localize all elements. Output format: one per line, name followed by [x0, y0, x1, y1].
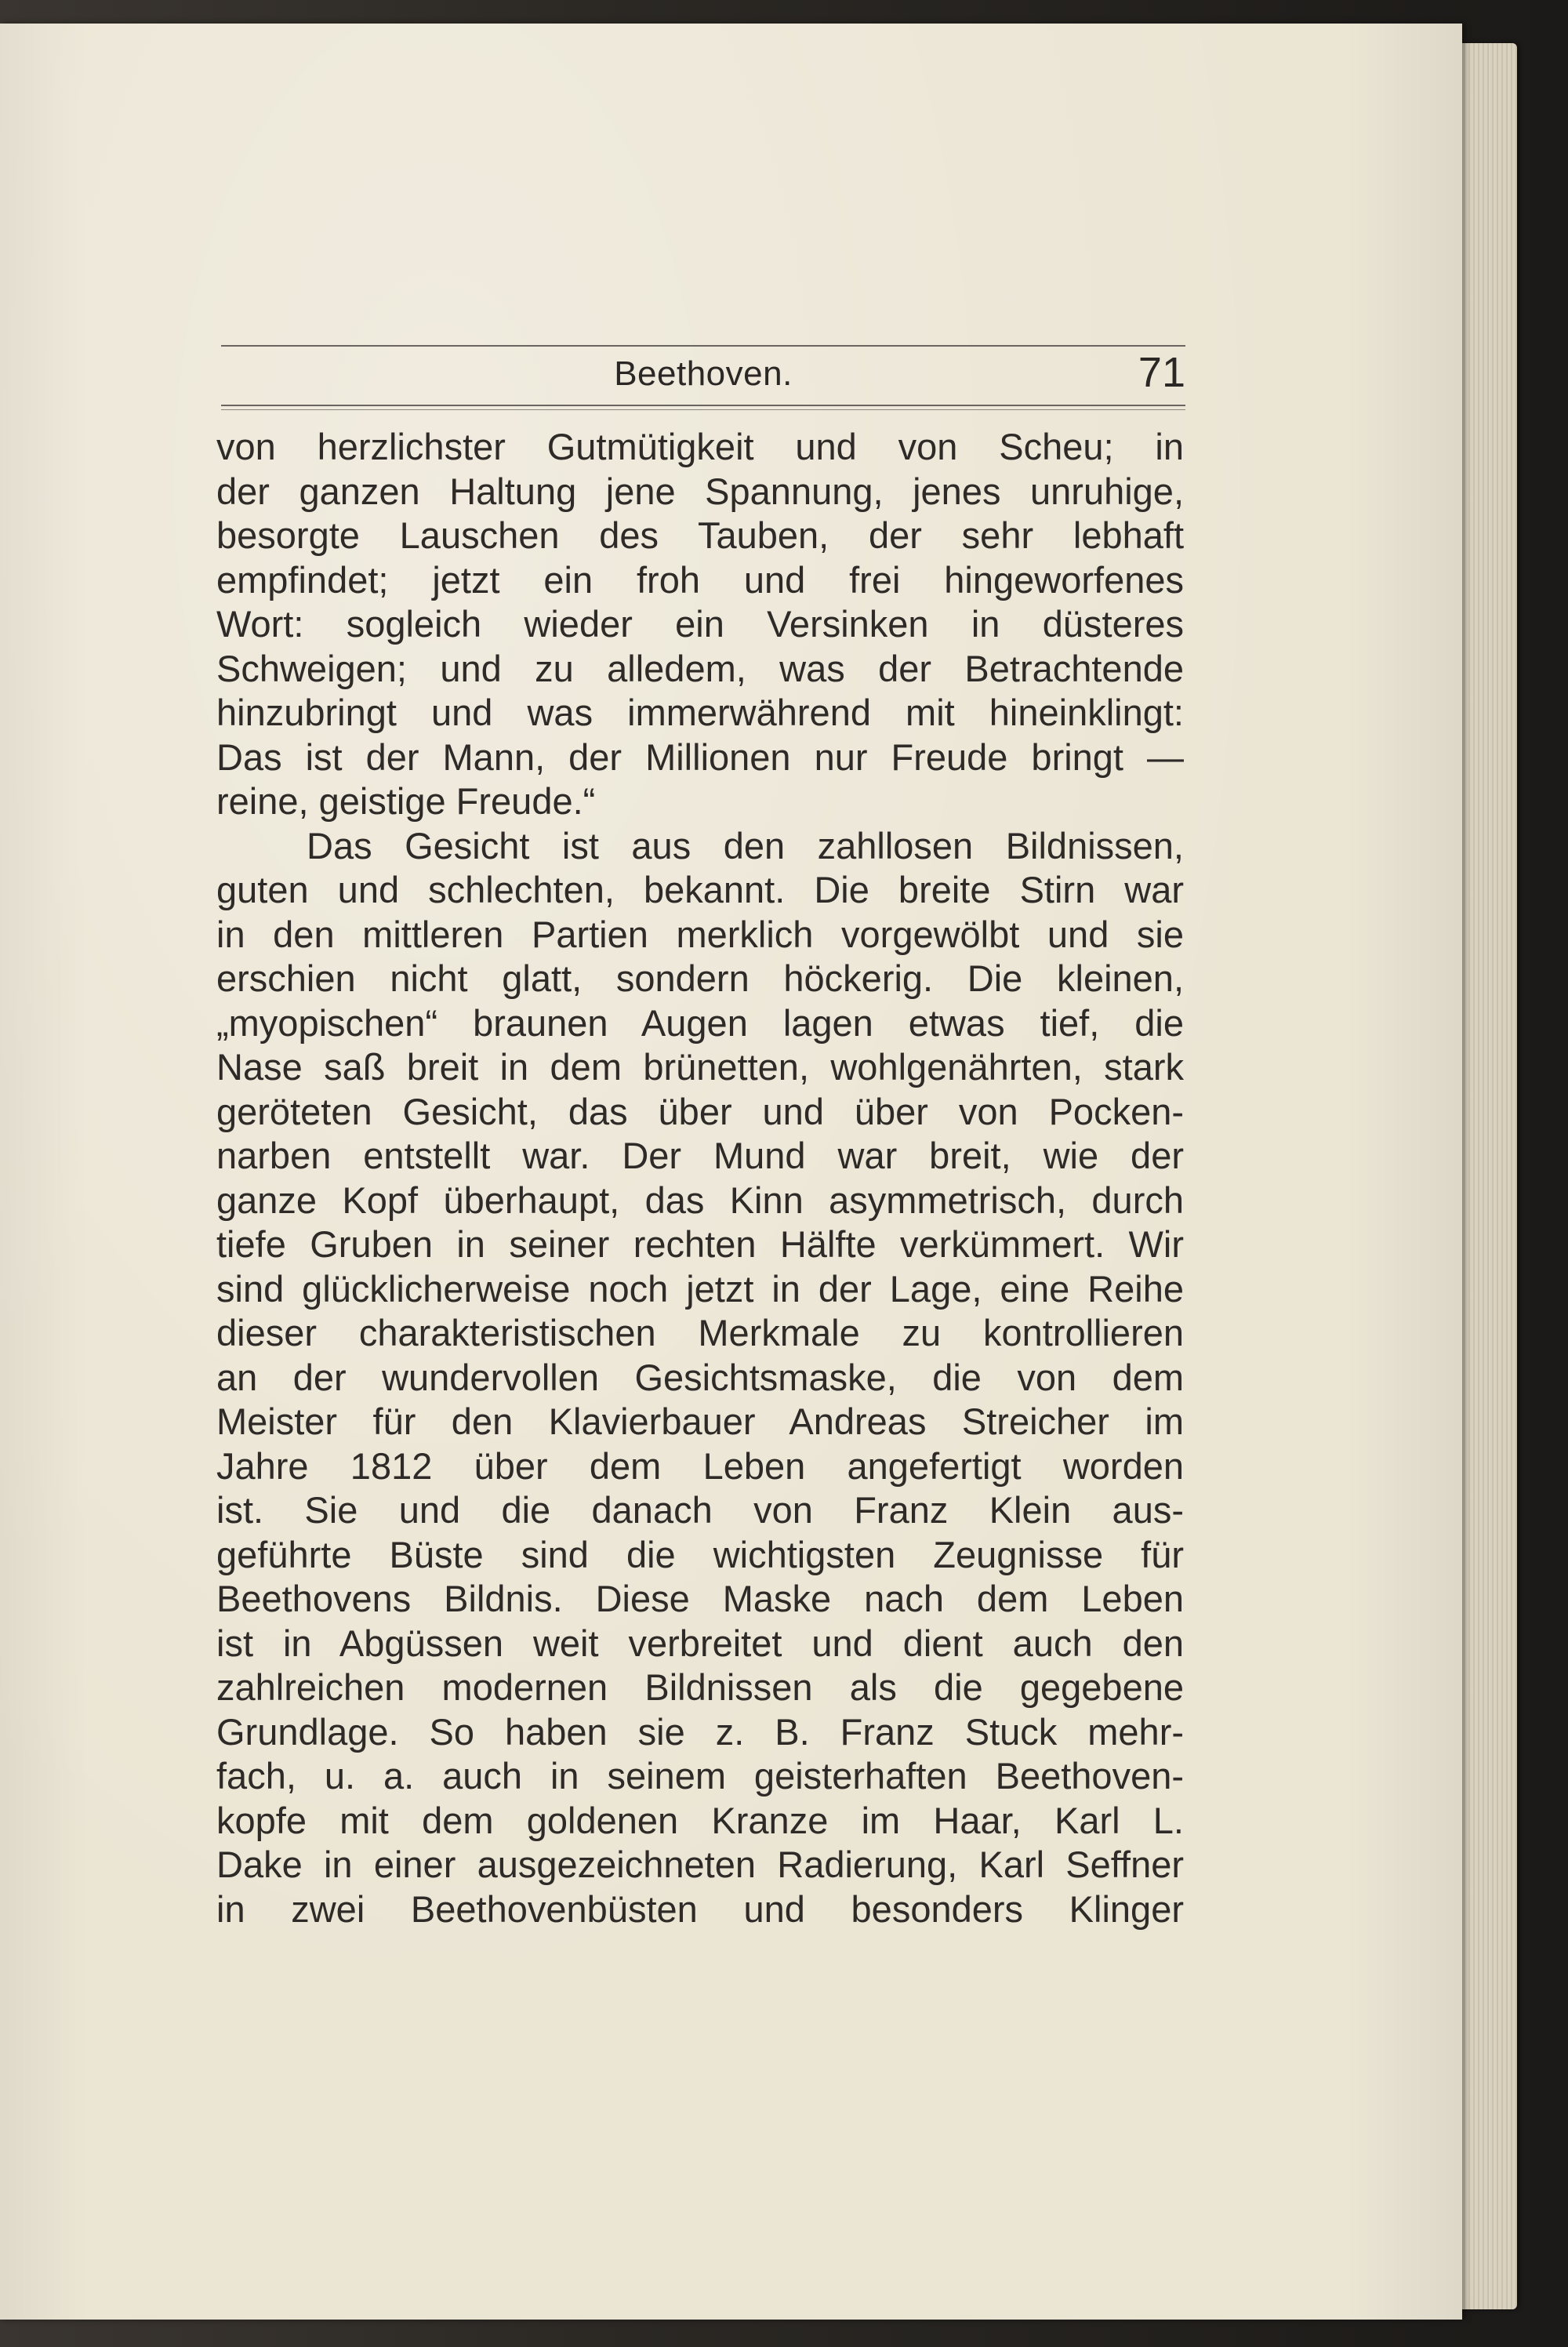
text-line: der ganzen Haltung jene Spannung, jenes unruhige, [216, 470, 1184, 512]
text-line: sind glücklicherweise noch jetzt in der Lage, eine Reihe [216, 1267, 1184, 1310]
text-line: an der wundervollen Gesichtsmaske, die von dem [216, 1356, 1184, 1398]
text-line: guten und schlechten, bekannt. Die breite Stirn war [216, 869, 1184, 910]
book-page [0, 24, 1462, 2320]
text-line: in zwei Beethovenbüsten und besonders Klinger [216, 1887, 1184, 1930]
text-line: ist in Abgüssen weit verbreitet und dient auch den [216, 1622, 1184, 1664]
paragraph-start-line: Das Gesicht ist aus den zahllosen Bildnissen, [307, 824, 1184, 867]
text-line: tiefe Gruben in seiner rechten Hälfte verkümmert. Wir [216, 1223, 1184, 1265]
header-rule-top [221, 345, 1185, 347]
text-line: geführte Büste sind die wichtigsten Zeugnisse für [216, 1533, 1184, 1575]
text-line: Beethovens Bildnis. Diese Maske nach dem Leben [216, 1578, 1184, 1619]
text-line: ist. Sie und die danach von Franz Klein aus- [216, 1489, 1184, 1531]
text-line: dieser charakteristischen Merkmale zu kontrollieren [216, 1312, 1184, 1353]
text-line: Das ist der Mann, der Millionen nur Freude bringt — [216, 736, 1184, 778]
text-line: Schweigen; und zu alledem, was der Betrachtende [216, 647, 1184, 689]
header-rule-bottom [221, 405, 1185, 410]
text-line: Meister für den Klavierbauer Andreas Streicher im [216, 1401, 1184, 1442]
text-line: geröteten Gesicht, das über und über von Pocken- [216, 1090, 1184, 1132]
text-line: Dake in einer ausgezeichneten Radierung, Karl Seffner [216, 1844, 1184, 1885]
text-line: besorgte Lauschen des Tauben, der sehr lebhaft [216, 514, 1184, 556]
text-line: zahlreichen modernen Bildnissen als die gegebene [216, 1666, 1184, 1708]
text-line: von herzlichster Gutmütigkeit und von Scheu; in [216, 426, 1184, 467]
text-line: Grundlage. So haben sie z. B. Franz Stuck mehr- [216, 1710, 1184, 1753]
text-line: fach, u. a. auch in seinem geisterhaften Beethoven- [216, 1755, 1184, 1797]
text-line: hinzubringt und was immerwährend mit hineinklingt: [216, 692, 1184, 733]
running-title: Beethoven. [614, 354, 793, 393]
body-text [216, 425, 1184, 1931]
text-line: Nase saß breit in dem brünetten, wohlgenährten, stark [216, 1046, 1184, 1088]
text-line: in den mittleren Partien merklich vorgewölbt und sie [216, 913, 1184, 955]
text-line: erschien nicht glatt, sondern höckerig. Die kleinen, [216, 957, 1184, 999]
text-line: ganze Kopf überhaupt, das Kinn asymmetrisch, durch [216, 1179, 1184, 1221]
text-line: empfindet; jetzt ein froh und frei hingeworfenes [216, 558, 1184, 601]
text-line: reine, geistige Freude.“ [216, 780, 596, 822]
running-header [221, 345, 1185, 416]
text-line: Wort: sogleich wieder ein Versinken in düsteres [216, 603, 1184, 645]
page-number: 71 [1138, 349, 1185, 396]
text-line: „myopischen“ braunen Augen lagen etwas tief, die [216, 1001, 1184, 1044]
text-line: kopfe mit dem goldenen Kranze im Haar, Karl L. [216, 1799, 1184, 1841]
text-line: Jahre 1812 über dem Leben angefertigt worden [216, 1444, 1184, 1487]
text-line: narben entstellt war. Der Mund war breit, wie der [216, 1135, 1184, 1176]
